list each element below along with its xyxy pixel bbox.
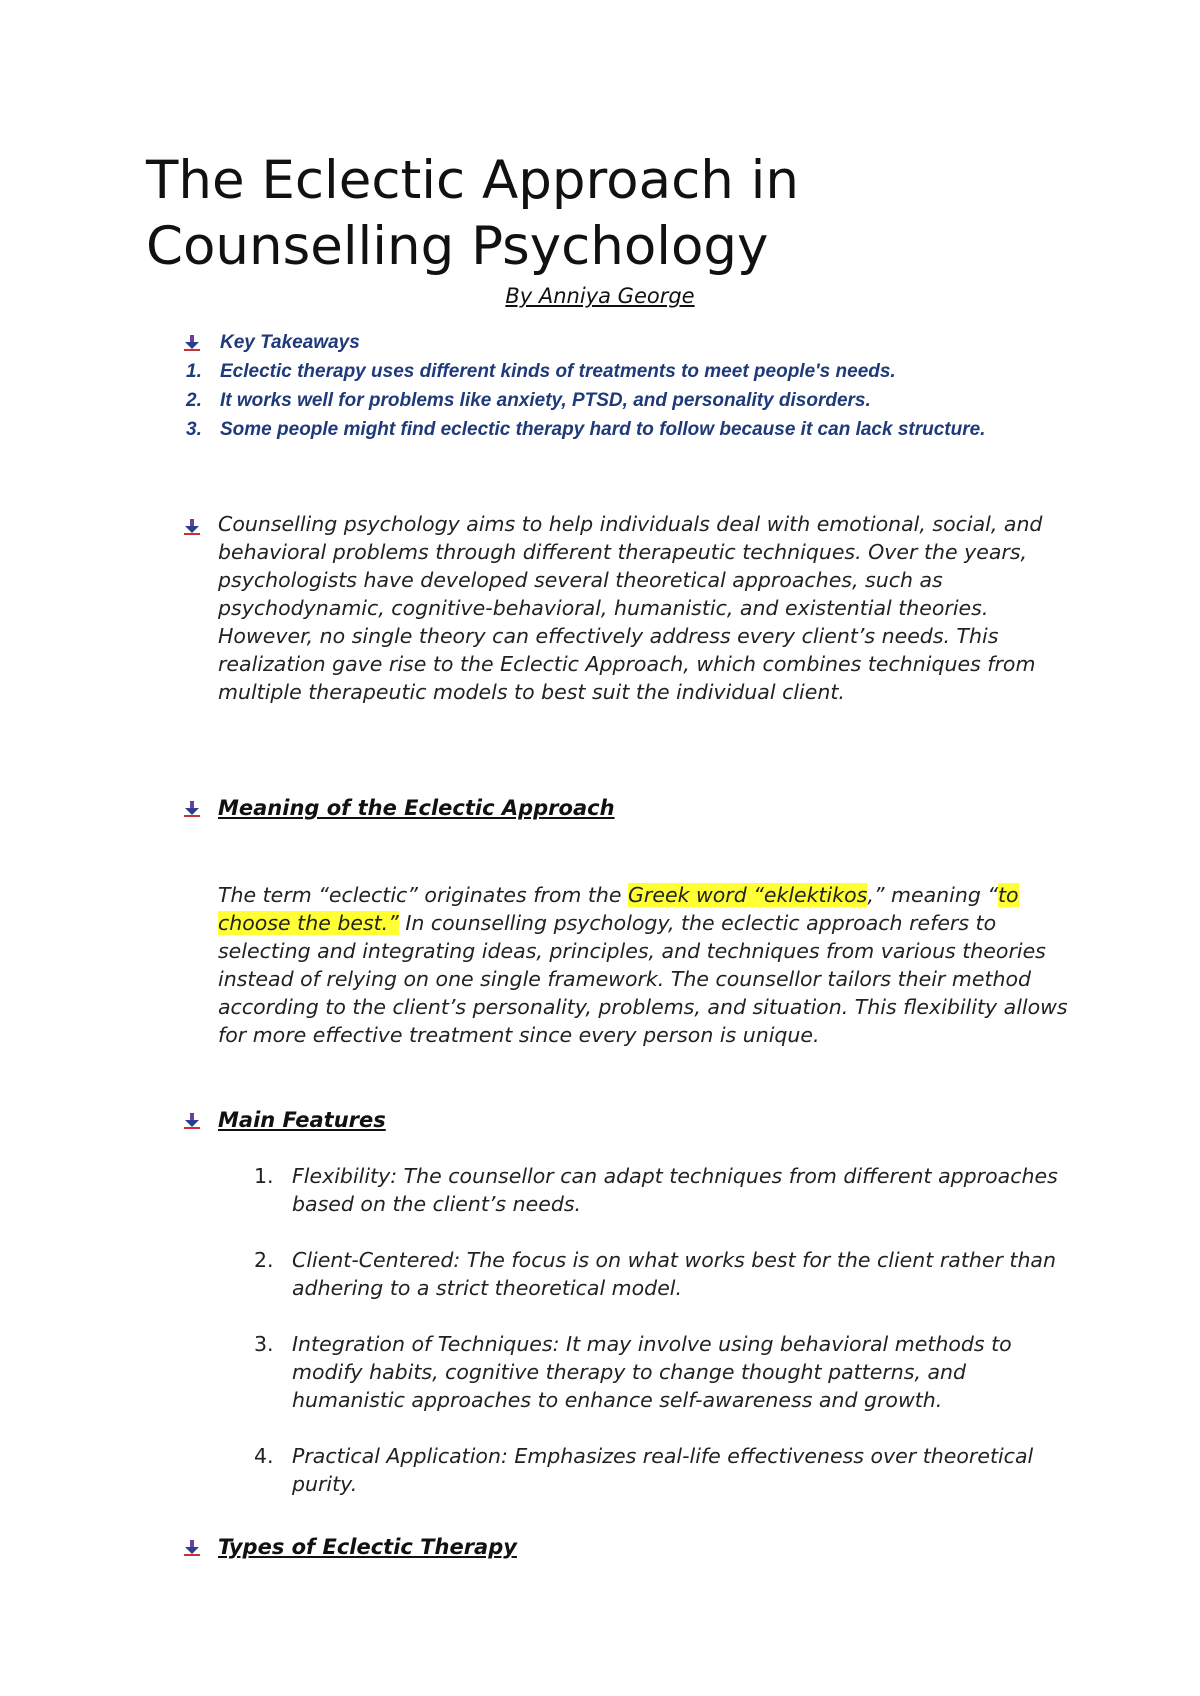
list-text: Client-Centered: The focus is on what works best for the client rather than adhering to a strict theoretical model. — [292, 1248, 1056, 1300]
document-title — [146, 148, 799, 280]
meaning-text: The term “eclectic” originates from the — [218, 883, 629, 907]
title-line-1: The Eclectic Approach in — [146, 150, 799, 211]
arrow-down-bullet-icon — [183, 800, 201, 818]
list-number: 3. — [254, 1332, 274, 1356]
meaning-heading: Meaning of the Eclectic Approach — [218, 796, 615, 820]
meaning-text: In counselling psychology, the eclectic approach refers to selecting and integrating ideas, principles, and techniques from various theories instead of relying on one single framework. The counsellor tailors their method according to the client’s personality, problems, and situation. This flexibility allows for more effective treatment since every person is unique. — [218, 911, 1068, 1047]
takeaway-text: Some people might find eclectic therapy hard to follow because it can lack structure. — [220, 419, 986, 440]
list-number: 2. — [254, 1248, 274, 1272]
list-text: Flexibility: The counsellor can adapt techniques from different approaches based on the client’s needs. — [292, 1164, 1058, 1216]
takeaway-number: 2. — [186, 390, 202, 411]
meaning-text: “ — [987, 883, 998, 907]
list-number: 1. — [254, 1164, 274, 1188]
takeaway-text: Eclectic therapy uses different kinds of treatments to meet people's needs. — [220, 361, 896, 382]
title-line-2: Counselling Psychology — [146, 216, 769, 277]
highlighted-text: to choose the best.” — [218, 883, 1019, 935]
takeaway-number: 3. — [186, 419, 202, 440]
arrow-down-bullet-icon — [183, 1539, 201, 1557]
takeaway-number: 1. — [186, 361, 202, 382]
list-text: Practical Application: Emphasizes real-life effectiveness over theoretical purity. — [292, 1444, 1034, 1496]
list-number: 4. — [254, 1444, 274, 1468]
features-heading: Main Features — [218, 1108, 386, 1132]
list-text: Integration of Techniques: It may involve using behavioral methods to modify habits, cognitive therapy to change thought patterns, and humanistic approaches to enhance self-awareness and growth. — [292, 1332, 1012, 1412]
highlighted-text: Greek word “eklektikos — [628, 883, 868, 907]
author-byline: By Anniya George — [505, 284, 695, 308]
meaning-paragraph — [218, 881, 1068, 1049]
arrow-down-bullet-icon — [183, 334, 201, 352]
meaning-text: ,” meaning — [867, 883, 988, 907]
intro-paragraph: Counselling psychology aims to help individuals deal with emotional, social, and behavioral problems through different therapeutic techniques. Over the years, psychologists have developed several theoretical approaches, such as psychodynamic, cognitive-behavioral, humanistic, and existential theories. However, no single theory can effectively address every client’s needs. This realization gave rise to the Eclectic Approach, which combines techniques from multiple therapeutic models to best suit the individual client. — [218, 512, 1043, 704]
takeaway-text: It works well for problems like anxiety, PTSD, and personality disorders. — [220, 390, 871, 411]
arrow-down-bullet-icon — [183, 1112, 201, 1130]
key-takeaways-heading: Key Takeaways — [220, 332, 360, 353]
arrow-down-bullet-icon — [183, 518, 201, 536]
types-heading: Types of Eclectic Therapy — [218, 1535, 517, 1559]
